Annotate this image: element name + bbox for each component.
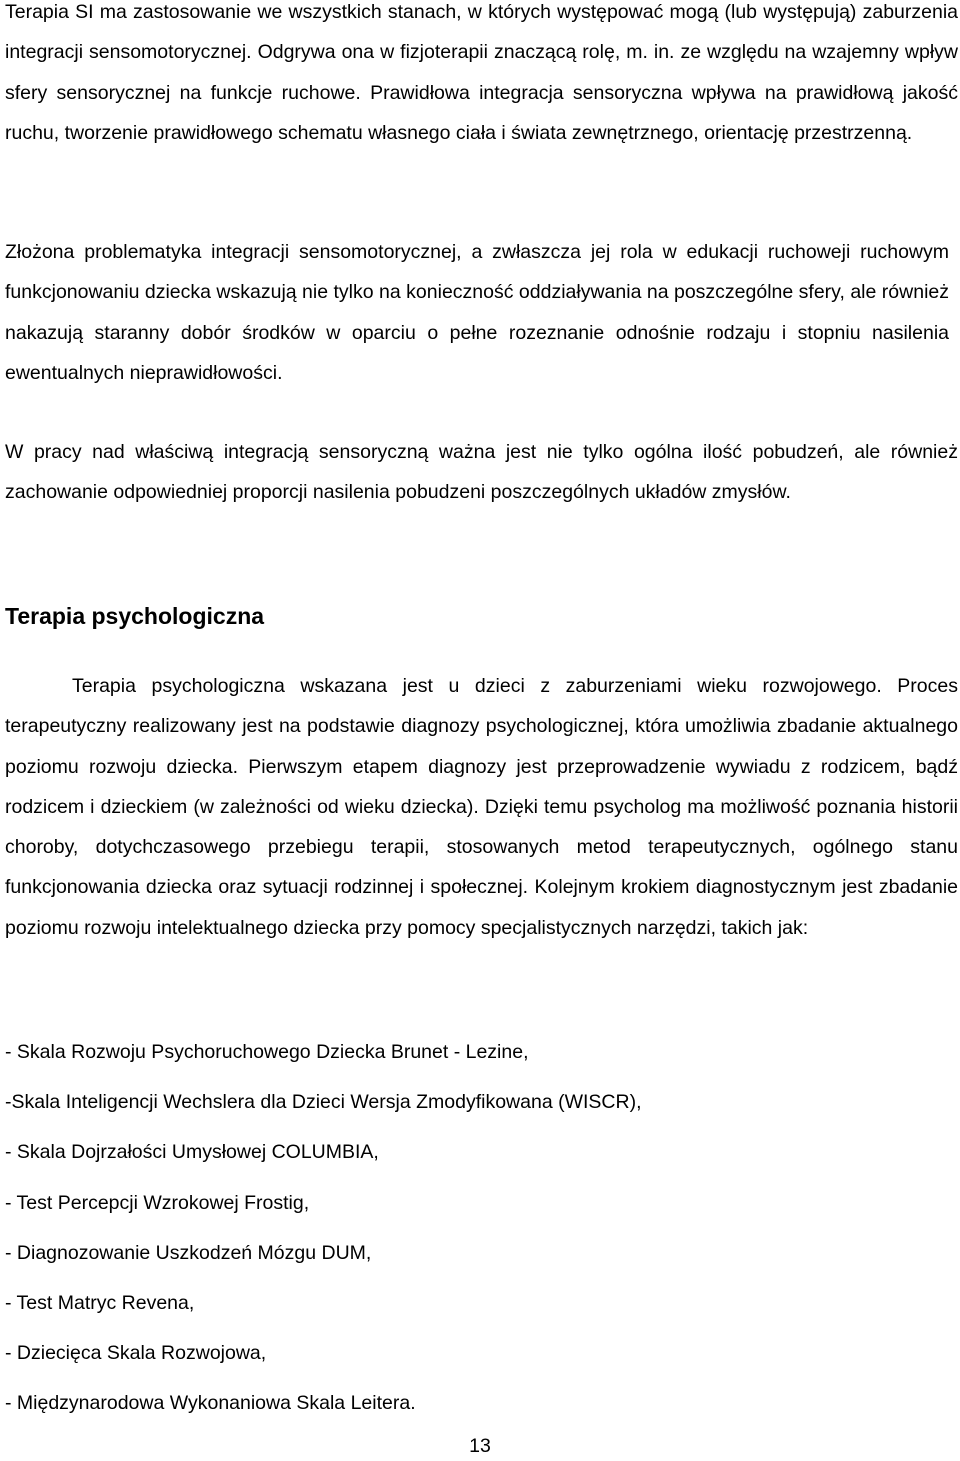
section-heading: Terapia psychologiczna	[5, 603, 265, 629]
list-item: - Test Matryc Revena,	[5, 1292, 195, 1315]
list-item: - Dziecięca Skala Rozwojowa,	[5, 1342, 267, 1365]
paragraph-si-therapy: Terapia SI ma zastosowanie we wszystkich stanach, w których występować mogą (lub występują) zaburzenia integracji sensomotorycznej. Odgrywa ona w fizjoterapii znaczącą rolę, m. in. ze względu na wzajemny wpływ sfery sensorycznej na funkcje ruchowe. Prawidłowa integracja sensoryczna wpływa na prawidłową jakość ruchu, tworzenie prawidłowego schematu własnego ciała i świata zewnętrznego, orientację przestrzenną.	[5, 1, 958, 144]
page-number: 13	[469, 1435, 491, 1457]
list-item: - Diagnozowanie Uszkodzeń Mózgu DUM,	[5, 1241, 372, 1264]
diagnostic-tools-list	[5, 1027, 641, 1429]
paragraph-sensomotor-problems: Złożona problematyka integracji sensomotorycznej, a zwłaszcza jej rola w edukacji ruchoweji ruchowym funkcjonowaniu dziecka wskazują nie tylko na konieczność oddziaływania na poszczególne sfery, ale również nakazują staranny dobór środków w oparciu o pełne rozeznanie odnośnie rodzaju i stopniu nasilenia ewentualnych nieprawidłowości.	[5, 241, 949, 384]
list-item: - Skala Rozwoju Psychoruchowego Dziecka Brunet - Lezine,	[5, 1041, 529, 1063]
list-item: - Międzynarodowa Wykonaniowa Skala Leitera.	[5, 1392, 416, 1415]
list-item: - Test Percepcji Wzrokowej Frostig,	[5, 1191, 310, 1214]
paragraph-psychological-therapy: Terapia psychologiczna wskazana jest u dzieci z zaburzeniami wieku rozwojowego. Proces terapeutyczny realizowany jest na podstawie diagnozy psychologicznej, która umożliwia zbadanie aktualnego poziomu rozwoju dziecka. Pierwszym etapem diagnozy jest przeprowadzenie wywiadu z rodzicem, bądź rodzicem i dzieckiem (w zależności od wieku dziecka). Dzięki temu psycholog ma możliwość poznania historii choroby, dotychczasowego przebiegu terapii, stosowanych metod terapeutycznych, ogólnego stanu funkcjonowania dziecka oraz sytuacji rodzinnej i społecznej. Kolejnym krokiem diagnostycznym jest zbadanie poziomu rozwoju intelektualnego dziecka przy pomocy specjalistycznych narzędzi, takich jak:	[5, 675, 958, 939]
list-item: -Skala Inteligencji Wechslera dla Dzieci Wersja Zmodyfikowana (WISCR),	[5, 1091, 642, 1114]
paragraph-sensory-integration: W pracy nad właściwą integracją sensoryczną ważna jest nie tylko ogólna ilość pobudzeń, ale również zachowanie odpowiedniej proporcji nasilenia pobudzeni poszczególnych układów zmysłów.	[5, 441, 958, 504]
list-item: - Skala Dojrzałości Umysłowej COLUMBIA,	[5, 1141, 379, 1164]
